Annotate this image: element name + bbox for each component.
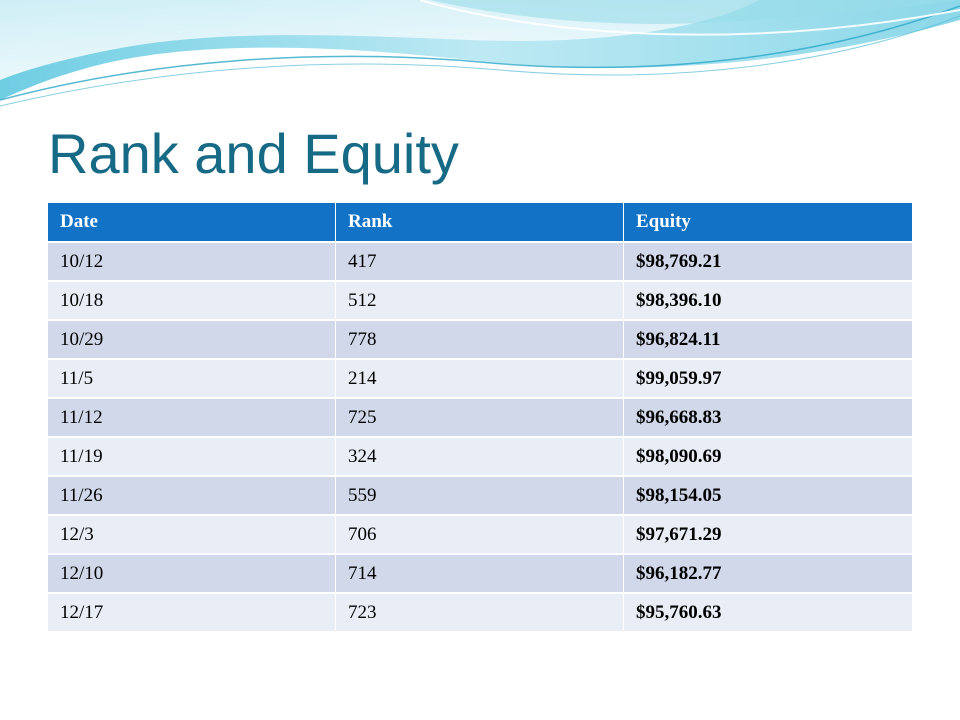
date-cell: 11/19	[48, 438, 336, 477]
rank-cell: 706	[336, 516, 624, 555]
date-cell: 10/18	[48, 282, 336, 321]
table-row	[48, 243, 912, 282]
rank-cell: 714	[336, 555, 624, 594]
rank-cell: 725	[336, 399, 624, 438]
equity-cell: $99,059.97	[624, 360, 912, 399]
rank-cell: 778	[336, 321, 624, 360]
table-row	[48, 477, 912, 516]
rank-cell: 723	[336, 594, 624, 633]
table-row	[48, 360, 912, 399]
rank-cell: 417	[336, 243, 624, 282]
rank-equity-table	[48, 203, 912, 633]
equity-cell: $98,090.69	[624, 438, 912, 477]
table-row	[48, 555, 912, 594]
equity-cell: $96,668.83	[624, 399, 912, 438]
table-row	[48, 399, 912, 438]
table-row	[48, 516, 912, 555]
equity-cell: $97,671.29	[624, 516, 912, 555]
date-cell: 10/29	[48, 321, 336, 360]
date-cell: 12/10	[48, 555, 336, 594]
table-row	[48, 438, 912, 477]
slide-title: Rank and Equity	[48, 122, 459, 185]
equity-cell: $98,396.10	[624, 282, 912, 321]
equity-cell: $96,182.77	[624, 555, 912, 594]
column-header-rank: Rank	[336, 203, 624, 243]
table-row	[48, 594, 912, 633]
decorative-wave-banner	[0, 0, 960, 120]
rank-cell: 559	[336, 477, 624, 516]
table-header-row	[48, 203, 912, 243]
equity-cell: $95,760.63	[624, 594, 912, 633]
equity-cell: $96,824.11	[624, 321, 912, 360]
column-header-date: Date	[48, 203, 336, 243]
date-cell: 12/17	[48, 594, 336, 633]
equity-cell: $98,154.05	[624, 477, 912, 516]
date-cell: 11/26	[48, 477, 336, 516]
equity-cell: $98,769.21	[624, 243, 912, 282]
rank-cell: 214	[336, 360, 624, 399]
date-cell: 12/3	[48, 516, 336, 555]
rank-cell: 512	[336, 282, 624, 321]
column-header-equity: Equity	[624, 203, 912, 243]
date-cell: 11/12	[48, 399, 336, 438]
date-cell: 10/12	[48, 243, 336, 282]
date-cell: 11/5	[48, 360, 336, 399]
table-row	[48, 282, 912, 321]
rank-cell: 324	[336, 438, 624, 477]
table-row	[48, 321, 912, 360]
